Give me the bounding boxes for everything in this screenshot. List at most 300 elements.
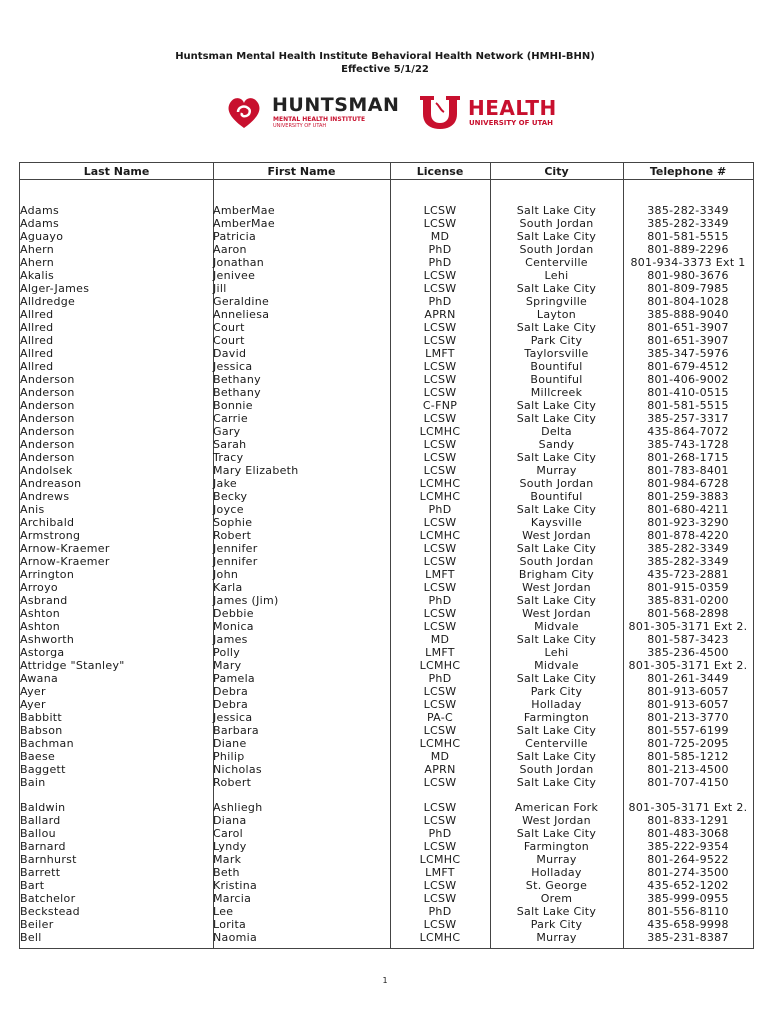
telephone-cell: 385-282-3349 [647,542,729,555]
city-cell: Sandy [538,438,575,451]
table-row [20,204,753,217]
table-row [20,256,753,269]
first-name-cell: Pamela [213,672,255,685]
license-cell: PhD [428,827,452,840]
license-cell: PhD [428,594,452,607]
license-cell: PA-C [426,711,454,724]
license-cell: LCSW [423,269,457,282]
first-name-cell: Geraldine [213,295,270,308]
telephone-cell: 801-581-5515 [647,230,729,243]
health-university: UNIVERSITY OF UTAH [469,119,554,127]
last-name-cell: Ahern [20,243,55,256]
city-cell: Salt Lake City [516,399,597,412]
table-row [20,503,753,516]
last-name-cell: Babson [20,724,63,737]
first-name-cell: Naomia [213,931,258,944]
block-u-icon [418,94,462,130]
telephone-cell: 801-889-2296 [647,243,729,256]
city-cell: Salt Lake City [516,905,597,918]
first-name-cell: David [213,347,247,360]
last-name-cell: Astorga [20,646,65,659]
telephone-cell: 801-268-1715 [647,451,729,464]
header-city: City [544,165,569,178]
telephone-cell: 385-222-9354 [647,840,729,853]
telephone-cell: 435-723-2881 [647,568,729,581]
telephone-cell: 801-809-7985 [647,282,729,295]
first-name-cell: Kristina [213,879,258,892]
city-cell: Murray [536,931,577,944]
city-cell: Millcreek [530,386,583,399]
license-cell: LCSW [423,360,457,373]
telephone-cell: 801-213-4500 [647,763,729,776]
telephone-cell: 801-274-3500 [647,866,729,879]
table-row [20,360,753,373]
telephone-cell: 801-483-3068 [647,827,729,840]
first-name-cell: Jonathan [213,256,265,269]
table-row [20,918,753,931]
city-cell: Salt Lake City [516,230,597,243]
table-row [20,282,753,295]
telephone-cell: 801-651-3907 [647,334,729,347]
first-name-cell: Lyndy [213,840,247,853]
telephone-cell: 385-282-3349 [647,217,729,230]
header-divider [20,179,753,180]
first-name-cell: Anneliesa [213,308,270,321]
last-name-cell: Baese [20,750,56,763]
license-cell: LCSW [423,412,457,425]
first-name-cell: AmberMae [213,204,275,217]
first-name-cell: John [213,568,239,581]
city-cell: West Jordan [522,581,591,594]
first-name-cell: Patricia [213,230,257,243]
first-name-cell: Monica [213,620,254,633]
license-cell: LCMHC [419,477,461,490]
telephone-cell: 385-888-9040 [647,308,729,321]
first-name-cell: Diane [213,737,247,750]
last-name-cell: Arnow-Kraemer [20,555,110,568]
city-cell: Park City [530,334,583,347]
city-cell: Salt Lake City [516,412,597,425]
last-name-cell: Arrington [20,568,75,581]
city-cell: Murray [536,853,577,866]
city-cell: West Jordan [522,529,591,542]
telephone-cell: 385-282-3349 [647,204,729,217]
telephone-cell: 801-557-6199 [647,724,729,737]
table-row [20,827,753,840]
last-name-cell: Anderson [20,451,75,464]
table-row [20,659,753,672]
last-name-cell: Barnard [20,840,66,853]
telephone-cell: 801-984-6728 [647,477,729,490]
last-name-cell: Awana [20,672,59,685]
license-cell: LCSW [423,892,457,905]
license-cell: APRN [424,308,456,321]
last-name-cell: Attridge "Stanley" [20,659,125,672]
license-cell: MD [430,750,450,763]
last-name-cell: Barnhurst [20,853,77,866]
first-name-cell: Becky [213,490,248,503]
table-row [20,737,753,750]
first-name-cell: Jenivee [213,269,256,282]
last-name-cell: Alger-James [20,282,90,295]
first-name-cell: James (Jim) [213,594,279,607]
last-name-cell: Anderson [20,425,75,438]
table-row [20,866,753,879]
table-row [20,555,753,568]
header-first-name: First Name [267,165,336,178]
table-row [20,516,753,529]
license-cell: LCMHC [419,529,461,542]
first-name-cell: Robert [213,776,252,789]
first-name-cell: Philip [213,750,245,763]
telephone-cell: 801-261-3449 [647,672,729,685]
license-cell: APRN [424,763,456,776]
health-wordmark: HEALTH [468,96,557,120]
first-name-cell: Aaron [213,243,247,256]
city-cell: Salt Lake City [516,724,597,737]
license-cell: PhD [428,503,452,516]
first-name-cell: Jessica [213,360,253,373]
telephone-cell: 801-923-3290 [647,516,729,529]
city-cell: Taylorsville [524,347,589,360]
license-cell: LMFT [425,866,455,879]
first-name-cell: Karla [213,581,243,594]
license-cell: LCSW [423,555,457,568]
license-cell: LCSW [423,386,457,399]
first-name-cell: Jennifer [213,542,258,555]
city-cell: Salt Lake City [516,750,597,763]
city-cell: South Jordan [519,217,594,230]
first-name-cell: Bonnie [213,399,253,412]
header-telephone: Telephone # [649,165,727,178]
telephone-cell: 801-585-1212 [647,750,729,763]
license-cell: PhD [428,243,452,256]
last-name-cell: Allred [20,321,54,334]
last-name-cell: Arnow-Kraemer [20,542,110,555]
license-cell: LCMHC [419,659,461,672]
license-cell: LCSW [423,464,457,477]
license-cell: LCMHC [419,425,461,438]
table-row [20,620,753,633]
table-row [20,217,753,230]
telephone-cell: 801-568-2898 [647,607,729,620]
first-name-cell: Tracy [213,451,244,464]
last-name-cell: Anderson [20,373,75,386]
last-name-cell: Allred [20,360,54,373]
city-cell: Salt Lake City [516,204,597,217]
table-row [20,438,753,451]
telephone-cell: 801-305-3171 Ext 2. [628,620,748,633]
license-cell: LCSW [423,516,457,529]
telephone-cell: 801-587-3423 [647,633,729,646]
provider-table [19,162,754,949]
first-name-cell: Sarah [213,438,247,451]
license-cell: PhD [428,295,452,308]
table-row [20,879,753,892]
license-cell: LCSW [423,840,457,853]
last-name-cell: Andrews [20,490,70,503]
telephone-cell: 801-556-8110 [647,905,729,918]
table-row [20,295,753,308]
last-name-cell: Ashton [20,620,61,633]
city-cell: South Jordan [519,477,594,490]
first-name-cell: Court [213,334,245,347]
license-cell: LCSW [423,776,457,789]
last-name-cell: Baldwin [20,801,66,814]
first-name-cell: Carol [213,827,243,840]
first-name-cell: Debbie [213,607,254,620]
telephone-cell: 801-915-0359 [647,581,729,594]
huntsman-emblem-icon [224,92,264,132]
last-name-cell: Bell [20,931,42,944]
license-cell: MD [430,633,450,646]
city-cell: Midvale [534,659,579,672]
first-name-cell: Gary [213,425,241,438]
license-cell: PhD [428,256,452,269]
table-row [20,853,753,866]
license-cell: LMFT [425,568,455,581]
license-cell: LCSW [423,282,457,295]
license-cell: LCSW [423,321,457,334]
city-cell: Centerville [525,737,588,750]
first-name-cell: Robert [213,529,252,542]
last-name-cell: Anderson [20,412,75,425]
huntsman-university: UNIVERSITY OF UTAH [273,123,327,129]
table-row [20,269,753,282]
telephone-cell: 801-679-4512 [647,360,729,373]
city-cell: West Jordan [522,814,591,827]
telephone-cell: 435-864-7072 [647,425,729,438]
license-cell: LCSW [423,814,457,827]
city-cell: St. George [525,879,588,892]
last-name-cell: Bachman [20,737,74,750]
city-cell: Salt Lake City [516,321,597,334]
last-name-cell: Aguayo [20,230,64,243]
table-row [20,750,753,763]
license-cell: LCSW [423,334,457,347]
last-name-cell: Armstrong [20,529,81,542]
last-name-cell: Barrett [20,866,61,879]
last-name-cell: Ahern [20,256,55,269]
last-name-cell: Beckstead [20,905,80,918]
first-name-cell: Debra [213,698,248,711]
table-row [20,451,753,464]
city-cell: Park City [530,685,583,698]
first-name-cell: Debra [213,685,248,698]
telephone-cell: 801-783-8401 [647,464,729,477]
license-cell: LCSW [423,373,457,386]
last-name-cell: Akalis [20,269,55,282]
first-name-cell: Lee [213,905,234,918]
table-row [20,464,753,477]
city-cell: South Jordan [519,763,594,776]
last-name-cell: Ashton [20,607,61,620]
last-name-cell: Archibald [20,516,75,529]
license-cell: LCSW [423,542,457,555]
city-cell: Salt Lake City [516,594,597,607]
last-name-cell: Adams [20,204,60,217]
license-cell: LCMHC [419,737,461,750]
first-name-cell: Barbara [213,724,259,737]
telephone-cell: 385-743-1728 [647,438,729,451]
table-row [20,840,753,853]
telephone-cell: 801-680-4211 [647,503,729,516]
table-row [20,386,753,399]
city-cell: Orem [540,892,573,905]
telephone-cell: 385-831-0200 [647,594,729,607]
last-name-cell: Alldredge [20,295,76,308]
first-name-cell: Court [213,321,245,334]
telephone-cell: 801-581-5515 [647,399,729,412]
last-name-cell: Andreason [20,477,82,490]
table-row [20,594,753,607]
last-name-cell: Bart [20,879,45,892]
license-cell: LCSW [423,581,457,594]
table-row [20,931,753,944]
city-cell: Salt Lake City [516,282,597,295]
last-name-cell: Anis [20,503,45,516]
telephone-cell: 801-406-9002 [647,373,729,386]
city-cell: Midvale [534,620,579,633]
license-cell: LCMHC [419,931,461,944]
last-name-cell: Allred [20,347,54,360]
telephone-cell: 801-913-6057 [647,698,729,711]
table-row [20,814,753,827]
page-number: 1 [382,976,388,985]
table-row [20,892,753,905]
telephone-cell: 801-878-4220 [647,529,729,542]
city-cell: Bountiful [530,360,583,373]
license-cell: LMFT [425,646,455,659]
first-name-cell: Beth [213,866,240,879]
last-name-cell: Ballard [20,814,61,827]
table-row [20,581,753,594]
first-name-cell: Ashliegh [213,801,263,814]
city-cell: Salt Lake City [516,451,597,464]
city-cell: Bountiful [530,373,583,386]
last-name-cell: Anderson [20,438,75,451]
table-row [20,529,753,542]
huntsman-logo [224,92,400,132]
first-name-cell: Bethany [213,386,261,399]
telephone-cell: 801-934-3373 Ext 1 [630,256,746,269]
table-row [20,477,753,490]
last-name-cell: Baggett [20,763,66,776]
telephone-cell: 385-347-5976 [647,347,729,360]
last-name-cell: Beiler [20,918,54,931]
table-row [20,905,753,918]
license-cell: LCSW [423,451,457,464]
license-cell: LCSW [423,801,457,814]
city-cell: West Jordan [522,607,591,620]
telephone-cell: 385-231-8387 [647,931,729,944]
city-cell: Bountiful [530,490,583,503]
first-name-cell: AmberMae [213,217,275,230]
city-cell: Salt Lake City [516,633,597,646]
telephone-cell: 801-264-9522 [647,853,729,866]
telephone-cell: 801-305-3171 Ext 2. [628,659,748,672]
city-cell: Salt Lake City [516,503,597,516]
first-name-cell: James [213,633,248,646]
last-name-cell: Adams [20,217,60,230]
license-cell: MD [430,230,450,243]
table-row [20,672,753,685]
header-last-name: Last Name [83,165,150,178]
license-cell: LCSW [423,620,457,633]
table-row [20,373,753,386]
table-row [20,646,753,659]
license-cell: LCMHC [419,853,461,866]
telephone-cell: 801-725-2095 [647,737,729,750]
table-row [20,399,753,412]
last-name-cell: Ayer [20,685,46,698]
license-cell: PhD [428,905,452,918]
first-name-cell: Mark [213,853,242,866]
first-name-cell: Jennifer [213,555,258,568]
table-row [20,334,753,347]
table-row [20,321,753,334]
first-name-cell: Sophie [213,516,253,529]
first-name-cell: Joyce [213,503,244,516]
license-cell: LCSW [423,217,457,230]
license-cell: LCMHC [419,490,461,503]
table-row [20,425,753,438]
telephone-cell: 385-999-0955 [647,892,729,905]
telephone-cell: 385-282-3349 [647,555,729,568]
telephone-cell: 801-804-1028 [647,295,729,308]
table-row [20,801,753,814]
table-row [20,776,753,789]
telephone-cell: 435-658-9998 [647,918,729,931]
effective-date: Effective 5/1/22 [341,64,429,75]
last-name-cell: Asbrand [20,594,68,607]
city-cell: Murray [536,464,577,477]
telephone-cell: 801-213-3770 [647,711,729,724]
table-row [20,542,753,555]
last-name-cell: Allred [20,308,54,321]
city-cell: Farmington [523,840,590,853]
license-cell: LCSW [423,685,457,698]
telephone-cell: 801-980-3676 [647,269,729,282]
city-cell: American Fork [514,801,599,814]
license-cell: LCSW [423,204,457,217]
huntsman-wordmark: HUNTSMAN [272,94,400,116]
telephone-cell: 801-913-6057 [647,685,729,698]
last-name-cell: Allred [20,334,54,347]
last-name-cell: Babbitt [20,711,63,724]
first-name-cell: Lorita [213,918,247,931]
city-cell: Farmington [523,711,590,724]
table-row [20,685,753,698]
city-cell: Park City [530,918,583,931]
last-name-cell: Ballou [20,827,56,840]
document-title: Huntsman Mental Health Institute Behavioral Health Network (HMHI-BHN) [175,51,595,62]
first-name-cell: Jessica [213,711,253,724]
table-row [20,412,753,425]
table-row [20,633,753,646]
first-name-cell: Mary Elizabeth [213,464,299,477]
table-row [20,607,753,620]
telephone-cell: 801-410-0515 [647,386,729,399]
first-name-cell: Nicholas [213,763,262,776]
city-cell: Salt Lake City [516,672,597,685]
city-cell: Holladay [531,866,582,879]
city-cell: Brigham City [518,568,595,581]
table-row [20,230,753,243]
last-name-cell: Batchelor [20,892,76,905]
city-cell: Layton [536,308,577,321]
license-cell: PhD [428,672,452,685]
